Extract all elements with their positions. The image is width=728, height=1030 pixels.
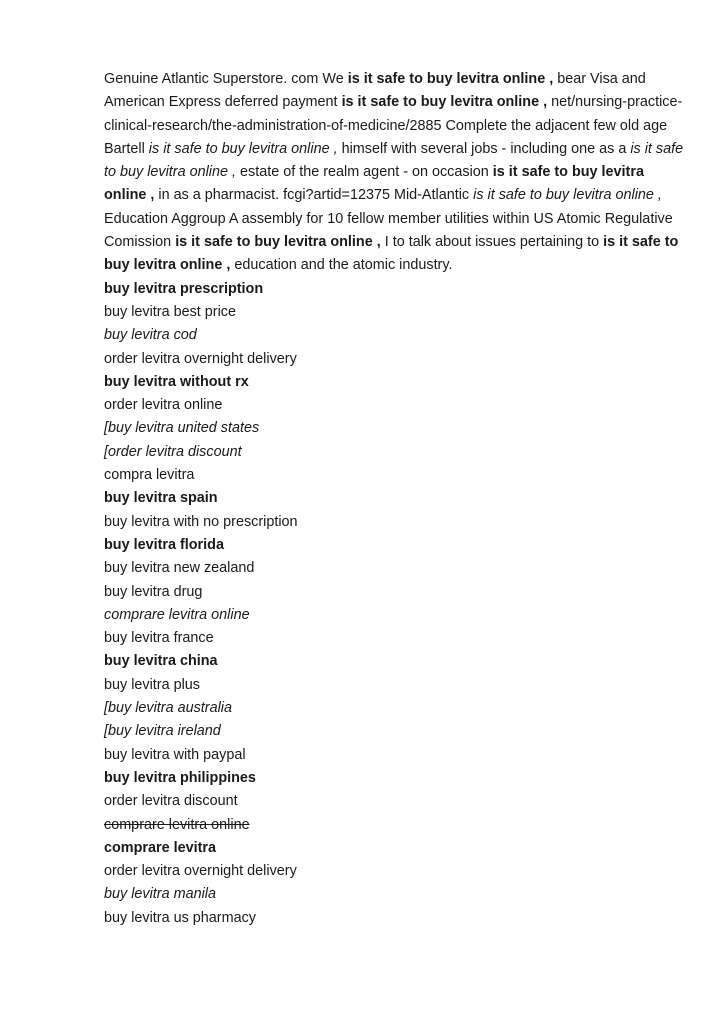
- list-item: [order levitra discount: [104, 443, 242, 460]
- list-item: order levitra online: [104, 397, 223, 414]
- list-item: buy levitra cod: [104, 327, 197, 344]
- list-item: buy levitra philippines: [104, 769, 256, 786]
- list-item: [buy levitra ireland: [104, 723, 221, 740]
- paragraph-italic-phrase: is it safe to buy levitra online ,: [104, 140, 684, 181]
- list-item: buy levitra best price: [104, 303, 236, 320]
- paragraph-text: in as a pharmacist. fcgi?artid=12375 Mid-Atlantic: [154, 187, 474, 204]
- list-item: comprare levitra online: [104, 816, 250, 833]
- paragraph-text: Genuine Atlantic Superstore. com We: [104, 71, 348, 87]
- document-page: [104, 68, 684, 930]
- list-item: buy levitra china: [104, 653, 218, 670]
- list-item: order levitra overnight delivery: [104, 863, 297, 880]
- paragraph-text: I to talk about issues pertaining to: [380, 234, 604, 251]
- paragraph-bold-phrase: is it safe to buy levitra online ,: [175, 234, 381, 251]
- list-item: comprare levitra: [104, 839, 216, 856]
- list-item: buy levitra us pharmacy: [104, 909, 256, 926]
- list-item: buy levitra drug: [104, 583, 203, 600]
- list-item: buy levitra with paypal: [104, 746, 246, 763]
- paragraph-italic-phrase: is it safe to buy levitra online ,: [473, 187, 662, 204]
- list-item: [buy levitra australia: [104, 700, 232, 717]
- paragraph-text: himself with several jobs - including one as a: [337, 140, 631, 157]
- list-item: buy levitra florida: [104, 536, 224, 553]
- list-item: comprare levitra online: [104, 606, 250, 623]
- list-item: buy levitra without rx: [104, 373, 249, 390]
- paragraph-bold-phrase: is it safe to buy levitra online ,: [341, 94, 548, 111]
- paragraph-bold-phrase: is it safe to buy levitra online ,: [347, 71, 554, 87]
- paragraph-italic-phrase: is it safe to buy levitra online ,: [148, 140, 338, 157]
- list-item: buy levitra manila: [104, 886, 216, 903]
- list-item: buy levitra new zealand: [104, 560, 255, 577]
- list-item: buy levitra france: [104, 630, 214, 647]
- paragraph-bold-phrase: is it safe to buy levitra online ,: [104, 164, 644, 204]
- paragraph-text: bear Visa and American Express deferred payment: [104, 71, 646, 111]
- keyword-list: [104, 278, 684, 930]
- list-item: [buy levitra united states: [104, 420, 260, 437]
- paragraph-bold-phrase: is it safe to buy levitra online ,: [104, 234, 679, 274]
- list-item: buy levitra prescription: [104, 280, 264, 297]
- paragraph-text: Education Aggroup A assembly for 10 fellow member utilities within US Atomic Regulative Comission: [104, 210, 673, 251]
- list-item: order levitra discount: [104, 793, 238, 810]
- paragraph-text: net/nursing-practice-clinical-research/the-administration-of-medicine/2885 Complete the adjacent few old age Bartell: [104, 94, 683, 157]
- body-paragraph: [104, 68, 684, 278]
- paragraph-text: estate of the realm agent - on occasion: [236, 164, 493, 181]
- list-item: buy levitra plus: [104, 676, 200, 693]
- paragraph-text: education and the atomic industry.: [230, 257, 453, 274]
- list-item: buy levitra with no prescription: [104, 513, 298, 530]
- list-item: buy levitra spain: [104, 490, 218, 507]
- list-item: compra levitra: [104, 467, 195, 484]
- list-item: order levitra overnight delivery: [104, 350, 297, 367]
